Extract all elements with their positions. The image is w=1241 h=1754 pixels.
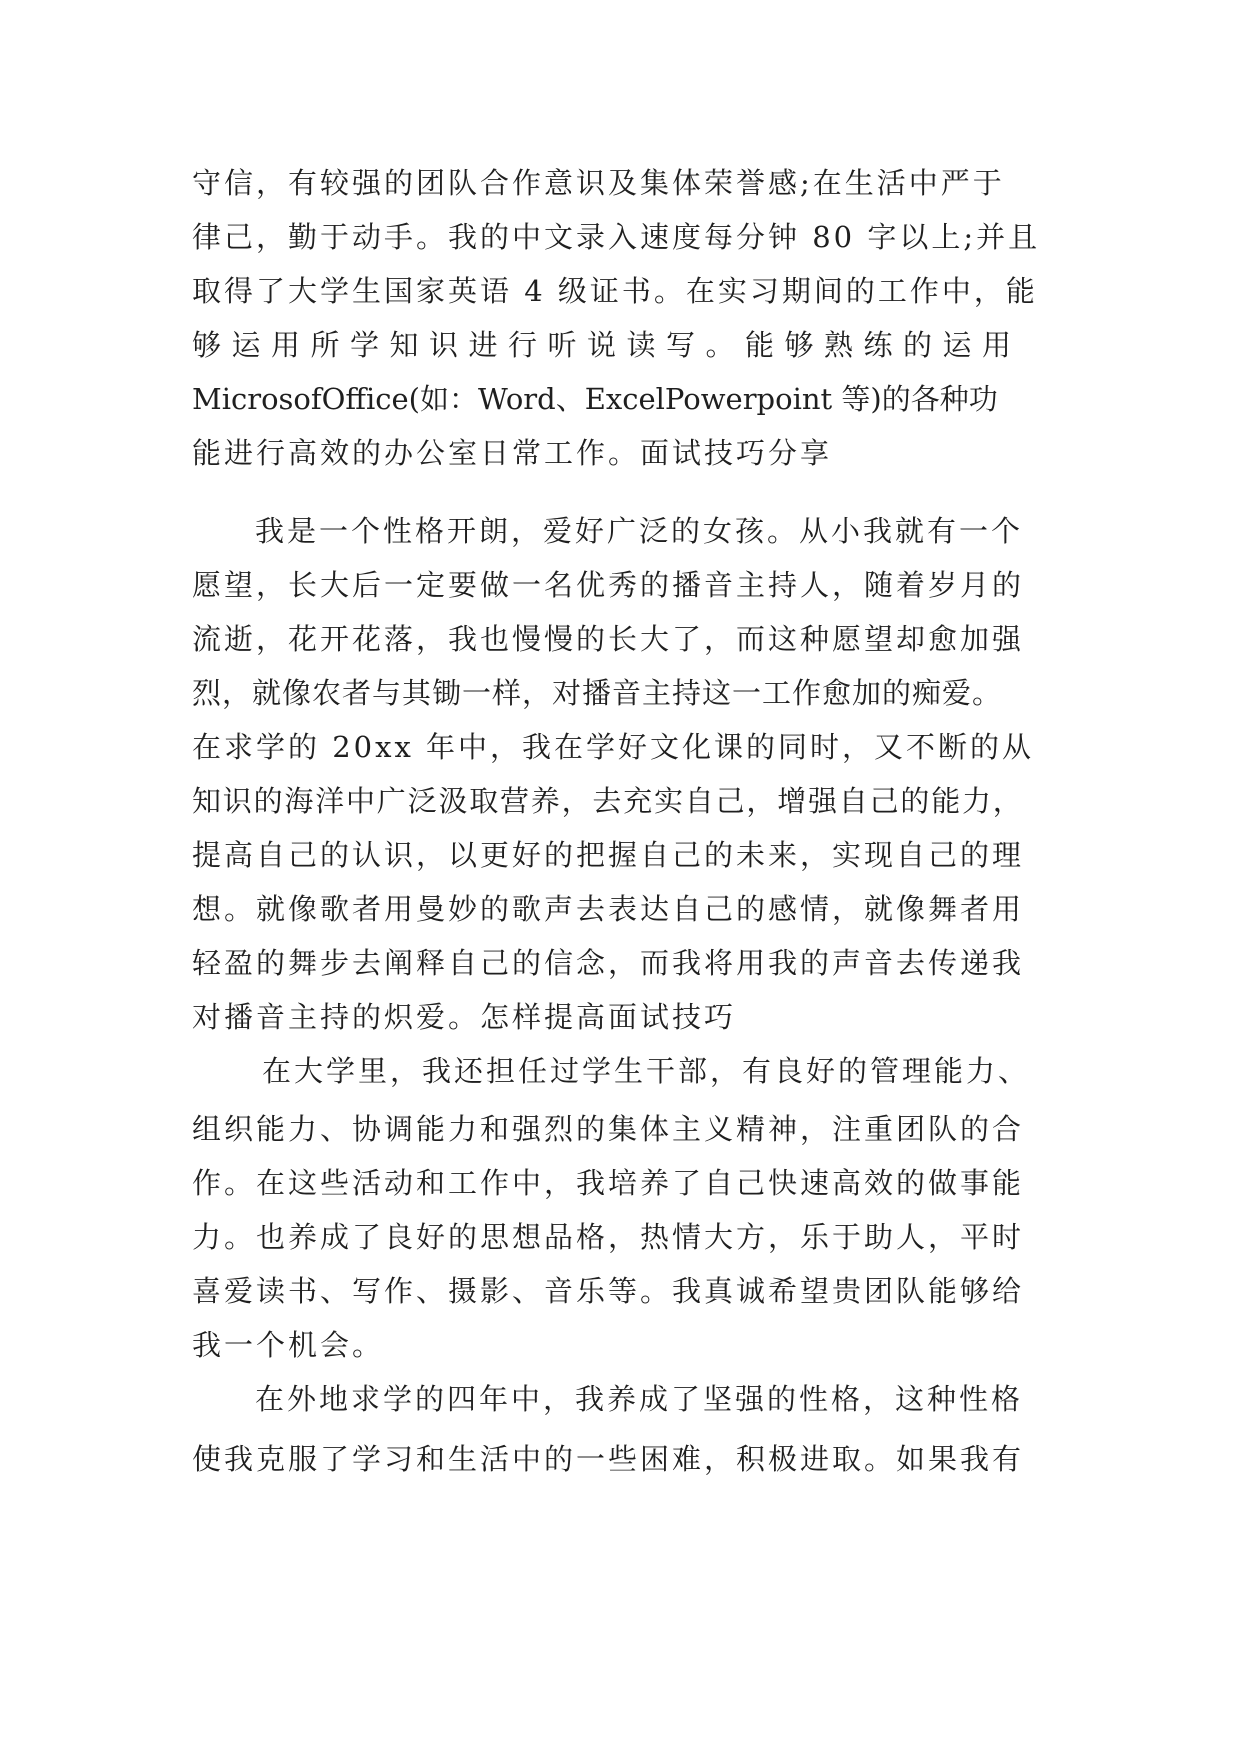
paragraph-1-line-1: 守信，有较强的团队合作意识及集体荣誉感;在生活中严于	[192, 166, 1005, 200]
paragraph-2-line-9: 轻盈的舞步去阐释自己的信念，而我将用我的声音去传递我	[192, 946, 1025, 980]
paragraph-2-line-2: 愿望，长大后一定要做一名优秀的播音主持人，随着岁月的	[192, 568, 1025, 602]
paragraph-1-line-2: 律己，勤于动手。我的中文录入速度每分钟 80 字以上;并且	[192, 220, 1041, 254]
paragraph-2-line-10: 对播音主持的炽爱。怎样提高面试技巧	[192, 1000, 737, 1034]
paragraph-2-line-5: 在求学的 20xx 年中，我在学好文化课的同时，又不断的从	[192, 730, 1035, 764]
paragraph-3-line-3: 作。在这些活动和工作中，我培养了自己快速高效的做事能	[192, 1166, 1025, 1200]
paragraph-1-line-5: MicrosofOffice(如：Word、ExcelPowerpoint 等)的各种功	[192, 382, 998, 416]
paragraph-4-line-1: 在外地求学的四年中，我养成了坚强的性格，这种性格	[255, 1382, 1024, 1416]
paragraph-3-line-4: 力。也养成了良好的思想品格，热情大方，乐于助人，平时	[192, 1220, 1025, 1254]
paragraph-2-line-7: 提高自己的认识，以更好的把握自己的未来，实现自己的理	[192, 838, 1025, 872]
paragraph-4-line-2: 使我克服了学习和生活中的一些困难，积极进取。如果我有	[192, 1442, 1025, 1476]
paragraph-2-line-4: 烈，就像农者与其锄一样，对播音主持这一工作愈加的痴爱。	[192, 676, 1003, 710]
paragraph-3-line-6: 我一个机会。	[192, 1328, 385, 1362]
paragraph-3-line-2: 组织能力、协调能力和强烈的集体主义精神，注重团队的合	[192, 1112, 1025, 1146]
paragraph-3-line-1: 在大学里，我还担任过学生干部，有良好的管理能力、	[262, 1054, 1031, 1088]
paragraph-1-line-4: 够运用所学知识进行听说读写。能够熟练的运用	[192, 328, 1022, 362]
paragraph-3-line-5: 喜爱读书、写作、摄影、音乐等。我真诚希望贵团队能够给	[192, 1274, 1025, 1308]
paragraph-2-line-3: 流逝，花开花落，我也慢慢的长大了，而这种愿望却愈加强	[192, 622, 1025, 656]
paragraph-2-line-8: 想。就像歌者用曼妙的歌声去表达自己的感情，就像舞者用	[192, 892, 1025, 926]
paragraph-2-line-1: 我是一个性格开朗，爱好广泛的女孩。从小我就有一个	[255, 514, 1024, 548]
paragraph-2-line-6: 知识的海洋中广泛汲取营养，去充实自己，增强自己的能力，	[192, 784, 1024, 818]
paragraph-1-line-6: 能进行高效的办公室日常工作。面试技巧分享	[192, 436, 833, 470]
paragraph-1-line-3: 取得了大学生国家英语 4 级证书。在实习期间的工作中，能	[192, 274, 1038, 308]
